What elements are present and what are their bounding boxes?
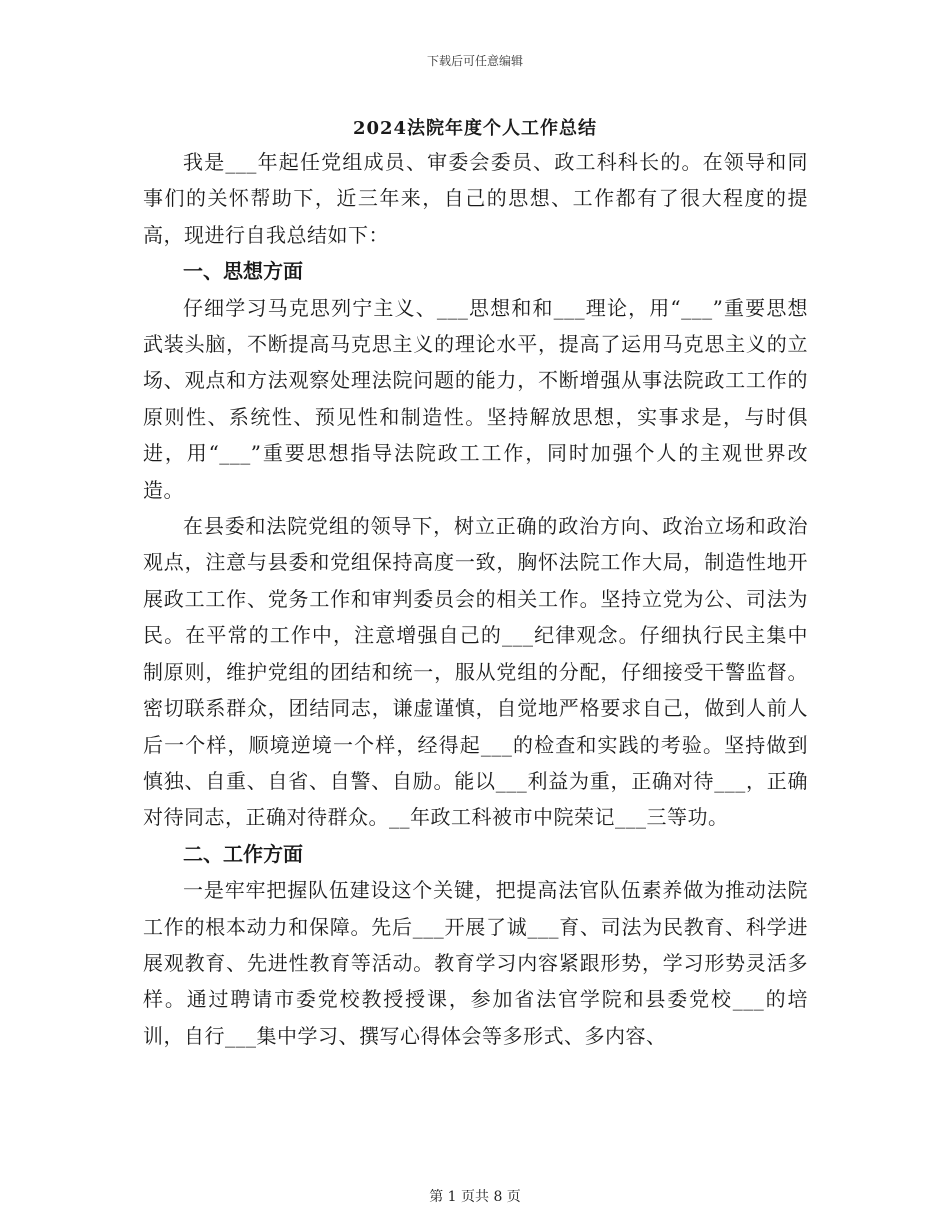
page-number-footer: 第 1 页共 8 页 — [429, 1189, 521, 1205]
section-heading-thought: 一、思想方面 — [183, 259, 303, 284]
header-note: 下载后可任意编辑 — [426, 54, 523, 68]
section-heading-work: 二、工作方面 — [183, 841, 303, 866]
thought-paragraph-2: 在县委和法院党组的领导下，树立正确的政治方向、政治立场和政治观点，注意与县委和党组保持高度一致，胸怀法院工作大局，制造性地开展政工工作、党务工作和审判委员会的相关工作。坚持立党为公、司法为民。在平常的工作中，注意增强自己的___纪律观念。仔细执行民主集中制原则，维护党组的团结和统一，服从党组的分配，仔细接受干警监督。密切联系群众，团结同志，谦虚谨慎，自觉地严格要求自己，做到人前人后一个样，顺境逆境一个样，经得起___的检查和实践的考验。坚持做到慎独、自重、自省、自警、自励。能以___利益为重，正确对待___，正确对待同志，正确对待群众。__年政工科被市中院荣记___三等功。 — [143, 514, 808, 830]
work-paragraph-1: 一是牢牢把握队伍建设这个关键，把提高法官队伍素养做为推动法院工作的根本动力和保障。先后___开展了诚___育、司法为民教育、科学进展观教育、先进性教育等活动。教育学习内容紧跟形势，学习形势灵活多样。通过聘请市委党校教授授课，参加省法官学院和县委党校___的培训，自行___集中学习、撰写心得体会等多形式、多内容、 — [143, 878, 808, 1048]
document-title: 2024法院年度个人工作总结 — [352, 118, 598, 139]
thought-paragraph-1: 仔细学习马克思列宁主义、___思想和和___理论，用“___”重要思想武装头脑，不断提高马克思主义的理论水平，提高了运用马克思主义的立场、观点和方法观察处理法院问题的能力，不断增强从事法院政工工作的原则性、系统性、预见性和制造性。坚持解放思想，实事求是，与时俱进，用“___”重要思想指导法院政工工作，同时加强个人的主观世界改造。 — [143, 295, 808, 502]
intro-paragraph: 我是___年起任党组成员、审委会委员、政工科科长的。在领导和同事们的关怀帮助下，近三年来，自己的思想、工作都有了很大程度的提高，现进行自我总结如下： — [143, 150, 808, 247]
document-body — [143, 144, 808, 1054]
